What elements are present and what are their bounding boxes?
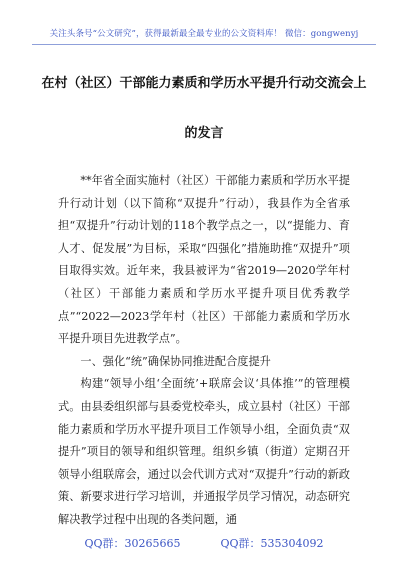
footer-qq-group-2: QQ群：535304092 — [220, 537, 324, 550]
footer — [0, 535, 408, 551]
document-body — [58, 170, 350, 532]
header-note: 关注头条号“公文研究”，获得最新最全最专业的公文资料库！ 微信：gongwenyj — [49, 29, 359, 39]
section-heading-1: 一、强化“统”确保协同推进配合度提升 — [80, 354, 271, 368]
header-divider — [32, 44, 376, 45]
body-paragraph-intro: **年省全面实施村（社区）干部能力素质和学历水平提升行动计划（以下简称“双提升”行动），我县作为全省承担“双提升”行动计划的118个教学点之一，以“提能力、育人才、促发展”为目标，采取“四强化”措施助推“双提升”项目取得实效。近年来，我县被评为“省2019—2020学年村（社区）干部能力素质和学历水平提升项目优秀教学点”“2022—2023学年村（社区）干部能力素质和学历水平提升项目先进教学点”。 — [58, 174, 350, 346]
body-paragraph-section1: 构建“领导小组‘全面统’+联席会议‘具体推’”的管理模式。由县委组织部与县委党校牵头，成立县村（社区）干部能力素质和学历水平提升项目工作领导小组，全面负责“双提升”项目的领导和组织管理。组织乡镇（街道）定期召开领导小组联席会，通过以会代训方式对“双提升”行动的新政策、新要求进行学习培训，并通报学员学习情况，动态研究解决教学过程中出现的各类问题，通 — [58, 377, 350, 526]
document-title-line1: 在村（社区）干部能力素质和学历水平提升行动交流会上 — [41, 76, 367, 91]
footer-qq-group-1: QQ群：30265665 — [84, 537, 181, 550]
document-title-line2: 的发言 — [184, 126, 224, 141]
